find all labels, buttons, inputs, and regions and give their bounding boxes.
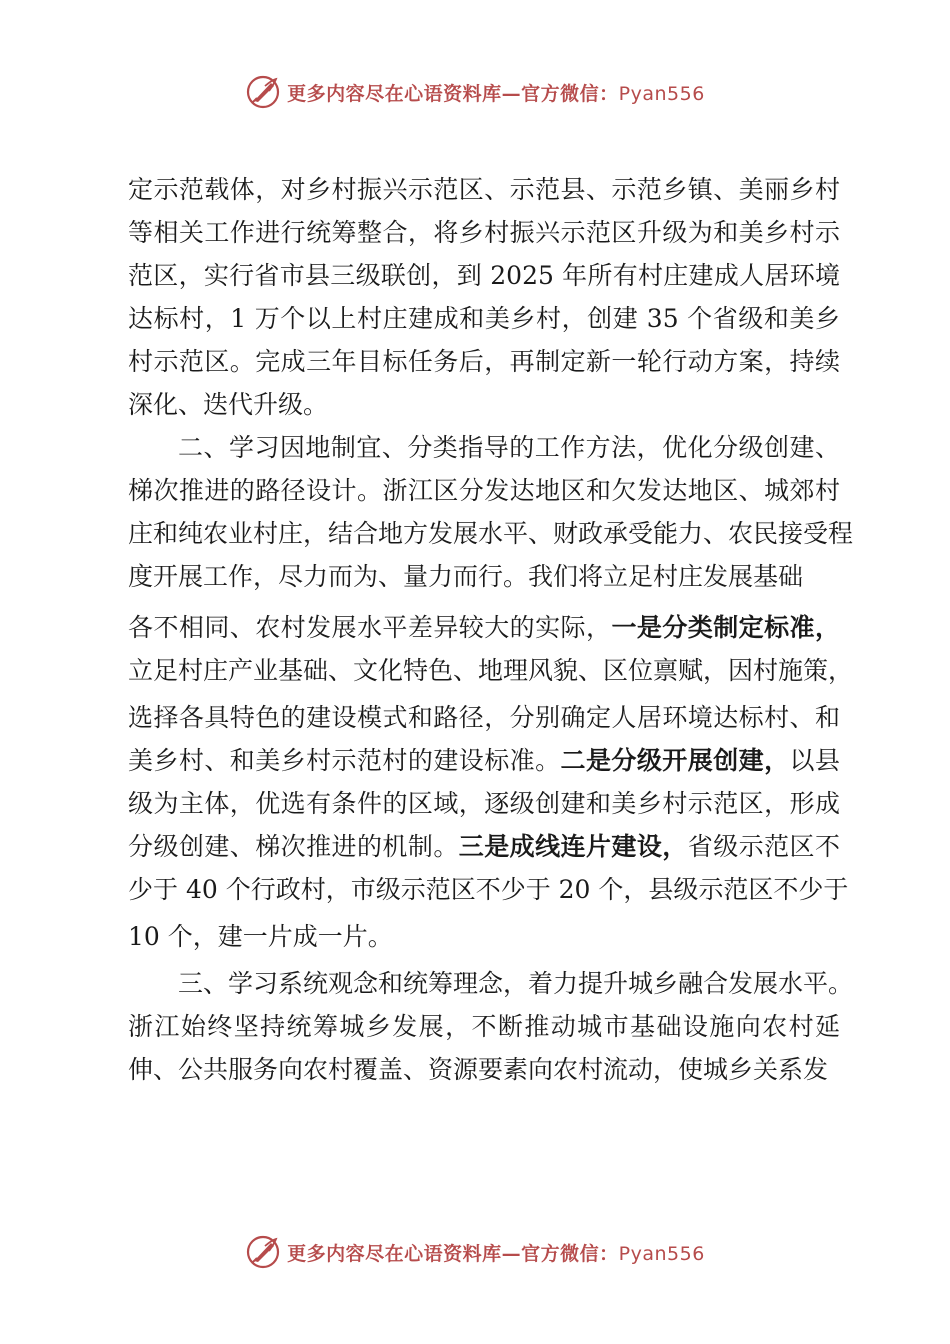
section-three-heading-line: 三、学习系统观念和统筹理念，着力提升城乡融合发展水平。 (178, 969, 854, 998)
section-two-heading-line: 二、学习因地制宜、分类指导的工作方法，优化分级创建、 (178, 433, 840, 462)
text-line: 级为主体，优选有条件的区域，逐级创建和美乡村示范区，形成 (128, 789, 840, 818)
quill-pen-logo-icon (245, 74, 281, 110)
text-line: 等相关工作进行统筹整合，将乡村振兴示范区升级为和美乡村示 (128, 218, 840, 247)
text-line: 定示范载体，对乡村振兴示范区、示范县、示范乡镇、美丽乡村 (128, 175, 840, 204)
banner-text: 更多内容尽在心语资料库—官方微信：Pyan556 (287, 82, 705, 105)
text-line: 村示范区。完成三年目标任务后，再制定新一轮行动方案，持续 (128, 347, 840, 376)
text-line: 伸、公共服务向农村覆盖、资源要素向农村流动，使城乡关系发 (128, 1055, 829, 1084)
banner-wechat-id: Pyan556 (618, 82, 705, 105)
text-line: 美乡村、和美乡村示范村的建设标准。二是分级开展创建，以县 (128, 746, 840, 775)
text-line: 分级创建、梯次推进的机制。三是成线连片建设，省级示范区不 (128, 832, 840, 861)
header-banner (0, 72, 950, 112)
text-line: 梯次推进的路径设计。浙江区分发达地区和欠发达地区、城郊村 (128, 476, 840, 505)
text-line: 少于 40 个行政村，市级示范区不少于 20 个，县级示范区不少于 (128, 875, 849, 904)
banner-text: 更多内容尽在心语资料库—官方微信：Pyan556 (287, 1242, 705, 1265)
bold-phrase-one: 一是分类制定标准， (611, 613, 840, 642)
banner-wechat-id: Pyan556 (618, 1242, 705, 1265)
text-line: 范区，实行省市县三级联创，到 2025 年所有村庄建成人居环境 (128, 261, 840, 290)
text-line: 庄和纯农业村庄，结合地方发展水平、财政承受能力、农民接受程 (128, 519, 854, 548)
text-line: 立足村庄产业基础、文化特色、地理风貌、区位禀赋，因村施策， (128, 656, 854, 685)
text-line: 10 个，建一片成一片。 (128, 922, 393, 951)
text-line: 浙江始终坚持统筹城乡发展，不断推动城市基础设施向农村延 (128, 1012, 840, 1041)
text-line: 选择各具特色的建设模式和路径，分别确定人居环境达标村、和 (128, 703, 840, 732)
bold-phrase-two: 二是分级开展创建， (560, 746, 790, 775)
text-line: 深化、迭代升级。 (128, 390, 329, 419)
quill-pen-logo-icon (245, 1234, 281, 1270)
text-line: 各不相同、农村发展水平差异较大的实际，一是分类制定标准， (128, 613, 840, 642)
document-body (128, 168, 854, 1091)
bold-phrase-three: 三是成线连片建设， (458, 832, 688, 861)
footer-banner (0, 1232, 950, 1272)
text-line: 达标村，1 万个以上村庄建成和美乡村，创建 35 个省级和美乡 (128, 304, 840, 333)
text-line: 度开展工作，尽力而为、量力而行。我们将立足村庄发展基础 (128, 562, 804, 591)
